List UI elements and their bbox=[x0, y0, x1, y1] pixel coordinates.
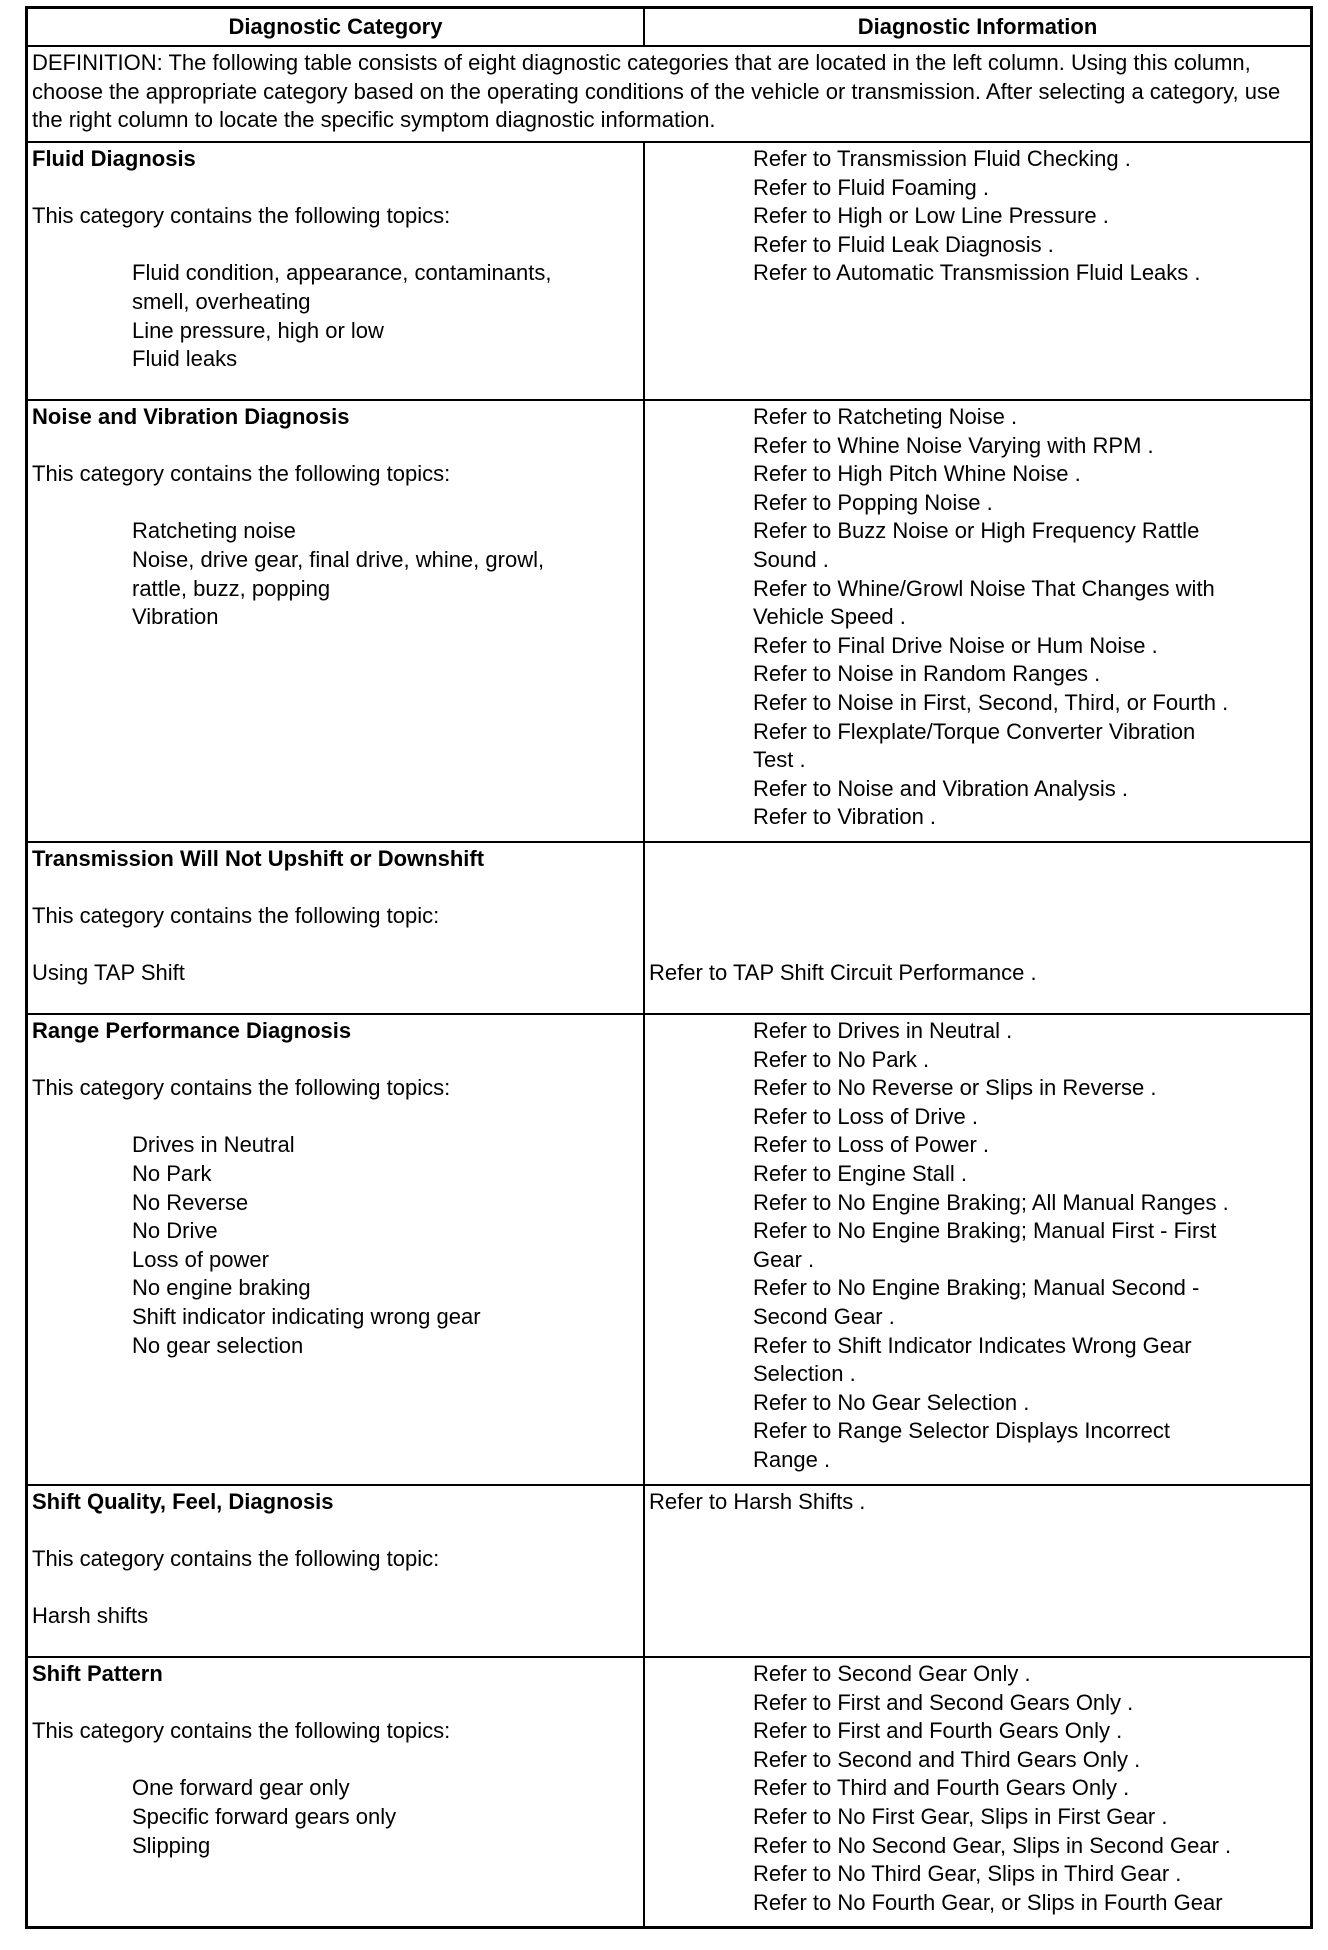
reference-link[interactable]: Refer to Harsh Shifts . bbox=[649, 1489, 866, 1514]
reference-link[interactable]: Refer to Range Selector Displays Incorrect Range . bbox=[753, 1418, 1170, 1472]
category-title: Fluid Diagnosis bbox=[32, 146, 196, 171]
topic-item: Fluid condition, appearance, contaminants, smell, overheating bbox=[132, 260, 552, 314]
information-cell bbox=[644, 1657, 1312, 1928]
category-cell bbox=[27, 400, 645, 842]
reference-link[interactable]: Refer to Engine Stall . bbox=[753, 1160, 968, 1186]
reference-link[interactable]: Refer to No Third Gear, Slips in Third Gear . bbox=[753, 1861, 1182, 1887]
reference-link[interactable]: Refer to Noise and Vibration Analysis . bbox=[753, 775, 1129, 801]
table-row bbox=[27, 842, 1312, 1014]
category-cell bbox=[27, 1485, 645, 1657]
topic-item: No Reverse bbox=[132, 1189, 249, 1215]
reference-link[interactable]: Refer to No Engine Braking; All Manual Ranges . bbox=[753, 1189, 1229, 1215]
reference-link[interactable]: Refer to Vibration . bbox=[753, 804, 937, 830]
table-row bbox=[27, 142, 1312, 400]
reference-link[interactable]: Refer to No Fourth Gear, or Slips in Fourth Gear bbox=[753, 1889, 1223, 1915]
topic-item: Loss of power bbox=[132, 1246, 269, 1272]
reference-link[interactable]: Refer to Automatic Transmission Fluid Leaks . bbox=[753, 260, 1201, 286]
reference-link[interactable]: Refer to Second and Third Gears Only . bbox=[753, 1746, 1141, 1772]
table-row bbox=[27, 1014, 1312, 1485]
information-cell bbox=[644, 1014, 1312, 1485]
reference-link[interactable]: Refer to Flexplate/Torque Converter Vibration Test . bbox=[753, 718, 1196, 773]
category-intro: This category contains the following topic: bbox=[32, 903, 440, 929]
definition-text: DEFINITION: The following table consists of eight diagnostic categories that are located in the left column. Using this column, choose the appropriate category based on the operating conditions of the vehicle or transmission. After selecting a category, use the right column to locate the specific symptom diagnostic information. bbox=[27, 46, 1312, 142]
topic-item: Noise, drive gear, final drive, whine, growl, rattle, buzz, popping bbox=[132, 546, 545, 601]
reference-link[interactable]: Refer to Loss of Power . bbox=[753, 1132, 989, 1158]
category-cell bbox=[27, 142, 645, 400]
reference-link[interactable]: Refer to Noise in Random Ranges . bbox=[753, 661, 1101, 687]
category-title: Shift Quality, Feel, Diagnosis bbox=[32, 1489, 334, 1514]
topic-item: No gear selection bbox=[132, 1332, 304, 1358]
reference-link[interactable]: Refer to No Engine Braking; Manual Second - Second Gear . bbox=[753, 1275, 1200, 1329]
topic-item: Line pressure, high or low bbox=[132, 317, 384, 343]
reference-link[interactable]: Refer to High or Low Line Pressure . bbox=[753, 203, 1109, 229]
header-row bbox=[27, 8, 1312, 47]
table-row bbox=[27, 400, 1312, 842]
reference-link[interactable]: Refer to Popping Noise . bbox=[753, 489, 993, 515]
topic-item: Fluid leaks bbox=[132, 346, 238, 372]
information-cell bbox=[644, 142, 1312, 400]
reference-link[interactable]: Refer to No Second Gear, Slips in Second Gear . bbox=[753, 1832, 1232, 1858]
topic-item: Slipping bbox=[132, 1832, 211, 1858]
reference-link[interactable]: Refer to High Pitch Whine Noise . bbox=[753, 461, 1081, 487]
reference-link[interactable]: Refer to No First Gear, Slips in First Gear . bbox=[753, 1803, 1168, 1829]
table-row bbox=[27, 1485, 1312, 1657]
reference-link[interactable]: Refer to No Gear Selection . bbox=[753, 1389, 1030, 1415]
reference-link[interactable]: Refer to First and Fourth Gears Only . bbox=[753, 1718, 1123, 1744]
topic-item: Drives in Neutral bbox=[132, 1132, 295, 1158]
reference-link[interactable]: Refer to Fluid Leak Diagnosis . bbox=[753, 231, 1054, 257]
reference-link[interactable]: Refer to Buzz Noise or High Frequency Rattle Sound . bbox=[753, 518, 1200, 572]
category-cell bbox=[27, 1657, 645, 1928]
reference-link[interactable]: Refer to Noise in First, Second, Third, or Fourth . bbox=[753, 689, 1229, 715]
category-intro: This category contains the following topics: bbox=[32, 1075, 451, 1101]
topic-item: Shift indicator indicating wrong gear bbox=[132, 1303, 481, 1329]
information-cell bbox=[644, 400, 1312, 842]
diagnostic-table bbox=[25, 6, 1313, 1929]
header-diagnostic-information: Diagnostic Information bbox=[644, 8, 1312, 47]
reference-link[interactable]: Refer to Final Drive Noise or Hum Noise . bbox=[753, 632, 1158, 658]
reference-link[interactable]: Refer to Whine Noise Varying with RPM . bbox=[753, 432, 1154, 458]
reference-link[interactable]: Refer to No Reverse or Slips in Reverse . bbox=[753, 1075, 1157, 1101]
category-intro: This category contains the following topic: bbox=[32, 1546, 440, 1572]
reference-link[interactable]: Refer to No Engine Braking; Manual First - First Gear . bbox=[753, 1218, 1217, 1272]
category-cell bbox=[27, 842, 645, 1014]
reference-link[interactable]: Refer to First and Second Gears Only . bbox=[753, 1689, 1134, 1715]
topic-item: Using TAP Shift bbox=[32, 960, 185, 986]
definition-row bbox=[27, 46, 1312, 142]
category-title: Range Performance Diagnosis bbox=[32, 1018, 352, 1043]
information-cell bbox=[644, 842, 1312, 1014]
topic-item: No Drive bbox=[132, 1218, 218, 1244]
topic-item: Ratcheting noise bbox=[132, 518, 296, 544]
reference-link[interactable]: Refer to Shift Indicator Indicates Wrong Gear Selection . bbox=[753, 1332, 1192, 1387]
topic-item: No Park bbox=[132, 1160, 212, 1186]
reference-link[interactable]: Refer to Transmission Fluid Checking . bbox=[753, 146, 1131, 171]
reference-link[interactable]: Refer to TAP Shift Circuit Performance . bbox=[649, 960, 1037, 986]
topic-item: Vibration bbox=[132, 604, 219, 630]
category-cell bbox=[27, 1014, 645, 1485]
category-intro: This category contains the following topics: bbox=[32, 203, 451, 229]
header-diagnostic-category: Diagnostic Category bbox=[27, 8, 645, 47]
topic-item: One forward gear only bbox=[132, 1775, 350, 1801]
reference-link[interactable]: Refer to Third and Fourth Gears Only . bbox=[753, 1775, 1130, 1801]
category-intro: This category contains the following topics: bbox=[32, 1718, 451, 1744]
topic-item: Harsh shifts bbox=[32, 1603, 149, 1629]
reference-link[interactable]: Refer to Fluid Foaming . bbox=[753, 174, 989, 200]
reference-link[interactable]: Refer to Whine/Growl Noise That Changes with Vehicle Speed . bbox=[753, 575, 1215, 630]
category-title: Transmission Will Not Upshift or Downshift bbox=[32, 846, 485, 871]
topic-item: No engine braking bbox=[132, 1275, 311, 1301]
reference-link[interactable]: Refer to No Park . bbox=[753, 1046, 930, 1072]
table-row bbox=[27, 1657, 1312, 1928]
reference-link[interactable]: Refer to Drives in Neutral . bbox=[753, 1018, 1013, 1043]
category-intro: This category contains the following topics: bbox=[32, 461, 451, 487]
reference-link[interactable]: Refer to Second Gear Only . bbox=[753, 1661, 1031, 1686]
reference-link[interactable]: Refer to Ratcheting Noise . bbox=[753, 404, 1018, 429]
topic-item: Specific forward gears only bbox=[132, 1803, 397, 1829]
reference-link[interactable]: Refer to Loss of Drive . bbox=[753, 1103, 978, 1129]
information-cell bbox=[644, 1485, 1312, 1657]
category-title: Noise and Vibration Diagnosis bbox=[32, 404, 350, 429]
category-title: Shift Pattern bbox=[32, 1661, 163, 1686]
